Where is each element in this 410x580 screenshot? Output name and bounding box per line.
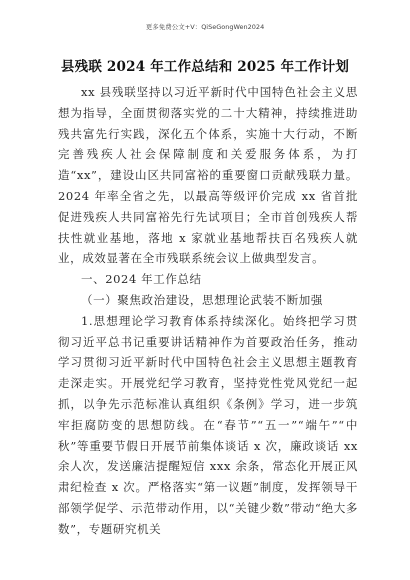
body-paragraph: 1.思想理论学习教育体系持续深化。始终把学习贯彻习近平总书记重要讲话精神作为首要政治任务，推动学习贯彻习近平新时代中国特色社会主义思想主题教育走深走实。开展党纪学习教育，坚持党性党风党纪一起抓，以争先示范标准认真组织《条例》学习，进一步筑牢拒腐防变的思想防线。在“春节”“五一”“端午”“中秋”等重要节假日开展节前集体谈话 x 次，廉政谈话 xx 余人次，发送廉洁提醒短信 xxx 余条，常态化开展正风肃纪检查 x 次。严格落实“第一议题”制度，发挥领导干部领学促学、示范带动作用，以“关键少数”带动“绝大多数”，专题研究机关 bbox=[58, 313, 358, 536]
section-heading: 一、2024 年工作总结 bbox=[81, 272, 202, 287]
document-title: 县残联 2024 年工作总结和 2025 年工作计划 bbox=[60, 59, 350, 75]
document-body bbox=[58, 82, 358, 540]
header-watermark-text: 更多免费公文+V：QiSeGongWen2024 bbox=[145, 23, 265, 31]
intro-paragraph: xx 县残联坚持以习近平新时代中国特色社会主义思想为指导，全面贯彻落实党的二十大精神，持续推进助残共富先行实践，深化五个体系，实施十大行动，不断完善残疾人社会保障制度和关爱服务体系，为打造“xx”，建设山区共同富裕的重要窗口贡献残联力量。2024 年率全省之先，以最高等级评价完成 xx 省首批促进残疾人共同富裕先行先试项目；全市首创残疾人帮扶性就业基地，落地 x 家就业基地帮扶百名残疾人就业，成效显著在全市残联系统会议上做典型发言。 bbox=[58, 85, 358, 266]
subsection-heading: （一）聚焦政治建设，思想理论武装不断加强 bbox=[81, 292, 323, 307]
